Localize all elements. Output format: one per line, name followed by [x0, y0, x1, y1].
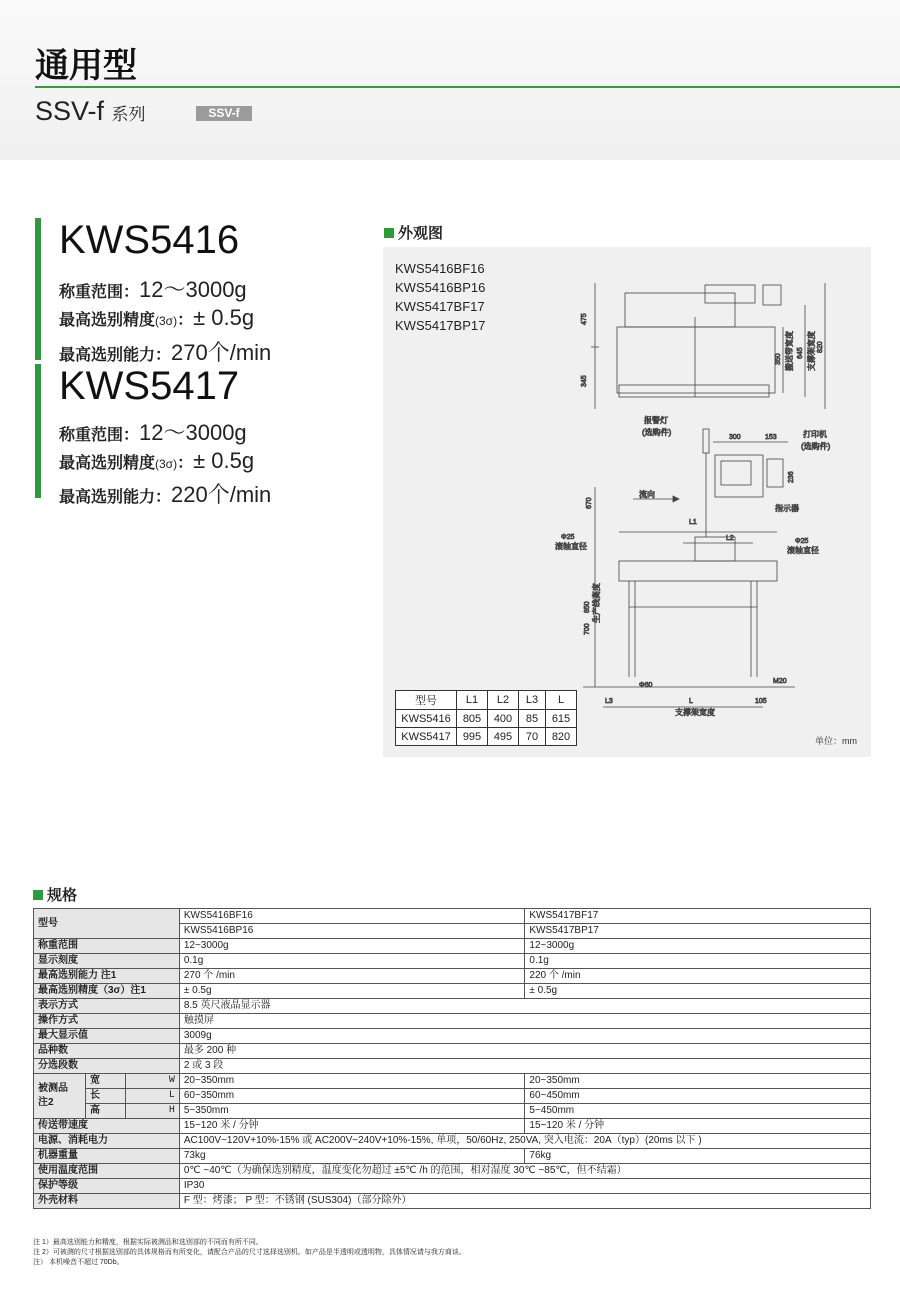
spec-row-label: 显示刻度 [34, 954, 180, 969]
side-conveyor [619, 561, 777, 581]
plan-indicator [705, 285, 755, 303]
printer-label: 打印机 [803, 430, 827, 439]
dim-105: 105 [755, 698, 767, 705]
table-row [34, 1149, 871, 1164]
table-cell: ± 0.5g [179, 984, 525, 999]
table-header-row [396, 691, 577, 710]
spec-row-label: 品种数 [34, 1044, 180, 1059]
dim-820: 820 [817, 341, 824, 353]
series-title [35, 96, 146, 127]
table-cell: 70 [519, 728, 546, 746]
table-header: L3 [519, 691, 546, 710]
table-cell: 12~3000g [525, 939, 871, 954]
table-cell: 270 个 /min [179, 969, 525, 984]
measured-label: 被测品 注2 [34, 1074, 86, 1119]
roller-diameter-left: 滚轴直径 [555, 542, 587, 551]
footnote: 注 1）最高选别能力和精度，根据实际被测品和选别部的不同而有所不同。 [33, 1239, 263, 1246]
dim-L: L [689, 698, 693, 705]
table-cell: 触摸屏 [179, 1014, 870, 1029]
table-cell: KWS5416 [396, 710, 457, 728]
table-cell: 85 [519, 710, 546, 728]
table-row [34, 1014, 871, 1029]
max-capacity: 最高选别能力：270个/min [59, 340, 272, 365]
spec-row-label: 称重范围 [34, 939, 180, 954]
table-cell: 820 [546, 728, 577, 746]
dim-153: 153 [765, 434, 777, 441]
table-cell: 20~350mm [525, 1074, 871, 1089]
dim-phi60: Φ60 [639, 682, 653, 689]
table-cell: 20~350mm [179, 1074, 525, 1089]
table-cell: 5~350mm [179, 1104, 525, 1119]
table-cell: 5~450mm [525, 1104, 871, 1119]
footnote: 注 2）可被测的尺寸根据选别部的具体规格而有所变化，请配合产品的尺寸选择选别机。如产品是半透明或透明物，具体情况请与我方商谈。 [33, 1249, 466, 1256]
alarm-label: 报警灯 [644, 416, 668, 425]
spec-row-label: 保护等级 [34, 1179, 180, 1194]
table-cell: ± 0.5g [525, 984, 871, 999]
spec-row-label: 使用温度范围 [34, 1164, 180, 1179]
table-row [34, 1164, 871, 1179]
spec-table [33, 908, 871, 1209]
section-marker-icon [384, 228, 394, 238]
unit-label: 单位：mm [815, 736, 857, 746]
table-cell: KWS5417 [396, 728, 457, 746]
spec-row-label: 最高选别精度（3σ）注1 [34, 984, 180, 999]
table-row [34, 999, 871, 1014]
table-row [396, 728, 577, 746]
drawing-model: KWS5417BF17 [395, 299, 485, 314]
table-cell: 615 [546, 710, 577, 728]
dim-700: 700 [584, 623, 591, 635]
page-title: 通用型 [35, 47, 137, 85]
table-row [396, 710, 577, 728]
table-row [34, 1179, 871, 1194]
page-header [0, 0, 900, 160]
side-alarm-lamp [703, 429, 709, 453]
dim-350: 350 [775, 353, 782, 365]
dim-645: 645 [797, 347, 804, 359]
printer-optional: (选购件) [801, 442, 831, 451]
table-cell: KWS5417BP17 [525, 924, 871, 939]
table-row [34, 1074, 871, 1089]
table-row [34, 1089, 871, 1104]
table-cell: KWS5416BF16 [179, 909, 525, 924]
table-cell: 73kg [179, 1149, 525, 1164]
table-row [34, 939, 871, 954]
support-width-label: 支撑架宽度 [675, 708, 715, 717]
measured-dim-name: 宽 [85, 1074, 125, 1089]
table-header: L2 [488, 691, 519, 710]
spec-section-title: 规格 [33, 884, 77, 905]
max-capacity: 最高选别能力：220个/min [59, 482, 272, 507]
table-cell: IP30 [179, 1179, 870, 1194]
table-cell: AC100V~120V+10%-15% 或 AC200V~240V+10%-15%, 单项，50/60Hz, 250VA, 突入电流：20A（typ）(20ms 以下 ) [179, 1134, 870, 1149]
dim-L3: L3 [605, 698, 613, 705]
measured-axis: W [125, 1074, 179, 1089]
table-row [34, 984, 871, 999]
max-accuracy: 最高选别精度(3σ)：± 0.5g [59, 305, 255, 330]
dim-L2: L2 [726, 535, 734, 542]
section-marker-icon [33, 890, 43, 900]
footnote: 注） 本机噪音不超过 70Db。 [33, 1259, 124, 1266]
dim-m20: M20 [773, 678, 787, 685]
dim-850: 850 [584, 601, 591, 613]
series-name: SSV-f [35, 96, 105, 126]
dim-L1: L1 [689, 519, 697, 526]
table-cell: 0.1g [525, 954, 871, 969]
table-cell: 3009g [179, 1029, 870, 1044]
table-cell: 12~3000g [179, 939, 525, 954]
model-accent-bar [35, 218, 41, 360]
measured-axis: L [125, 1089, 179, 1104]
weighing-range: 称重范围：12〜3000g [59, 420, 247, 445]
dim-670: 670 [586, 497, 593, 509]
spec-row-label: 外壳材料 [34, 1194, 180, 1209]
table-row [34, 1134, 871, 1149]
roller-diameter-right: 滚轴直径 [787, 546, 819, 555]
drawing-model: KWS5416BP16 [395, 280, 486, 295]
footnotes [33, 1238, 466, 1268]
support-width-vertical-label: 支撑架宽度 [807, 331, 816, 371]
spec-row-label: 操作方式 [34, 1014, 180, 1029]
spec-row-label: 表示方式 [34, 999, 180, 1014]
series-tag: SSV-f [196, 106, 252, 121]
table-cell: 0℃ ~40℃（为确保选别精度，温度变化勿超过 ±5℃ /h 的范围，相对湿度 30℃ ~85℃，但不结霜） [179, 1164, 870, 1179]
table-header: L1 [457, 691, 488, 710]
table-cell: 60~350mm [179, 1089, 525, 1104]
conveyor-width-label: 搬送带宽度 [785, 331, 794, 371]
weighing-range: 称重范围：12〜3000g [59, 277, 247, 302]
table-row [34, 1029, 871, 1044]
table-cell: 0.1g [179, 954, 525, 969]
spec-row-label: 传送带速度 [34, 1119, 180, 1134]
indicator-label: 指示器 [775, 504, 799, 513]
side-printer [767, 459, 783, 487]
table-cell: 220 个 /min [525, 969, 871, 984]
table-cell: 2 或 3 段 [179, 1059, 870, 1074]
plan-frame [625, 293, 735, 327]
table-cell: 8.5 英尺液晶显示器 [179, 999, 870, 1014]
spec-rows-upper [34, 939, 871, 1074]
title-divider [35, 86, 900, 88]
table-cell: 60~450mm [525, 1089, 871, 1104]
dim-phi25-right: Φ25 [795, 538, 809, 545]
measured-dim-name: 长 [85, 1089, 125, 1104]
max-accuracy: 最高选别精度(3σ)：± 0.5g [59, 448, 255, 473]
flow-arrow-head [673, 496, 679, 502]
dim-475: 475 [581, 313, 588, 325]
dim-236: 236 [788, 471, 795, 483]
table-row [34, 1104, 871, 1119]
model-label: 型号 [34, 909, 180, 939]
plan-rollers [619, 385, 769, 397]
model-name: KWS5416 [59, 218, 240, 262]
table-cell: 15~120 米 / 分钟 [179, 1119, 525, 1134]
table-cell: 805 [457, 710, 488, 728]
table-row [34, 954, 871, 969]
measured-axis: H [125, 1104, 179, 1119]
drawing-model: KWS5417BP17 [395, 318, 486, 333]
spec-row-label: 电源、消耗电力 [34, 1134, 180, 1149]
alarm-optional: (选购件) [642, 428, 672, 437]
appearance-drawing [383, 247, 871, 757]
drawing-model: KWS5416BF16 [395, 261, 485, 276]
table-cell: 400 [488, 710, 519, 728]
spec-rows-lower [34, 1119, 871, 1209]
dim-phi25-left: Φ25 [561, 534, 575, 541]
model-accent-bar [35, 364, 41, 498]
table-cell: 15~120 米 / 分钟 [525, 1119, 871, 1134]
table-cell: KWS5417BF17 [525, 909, 871, 924]
table-row [34, 1044, 871, 1059]
table-row [34, 909, 871, 924]
table-header: L [546, 691, 577, 710]
series-suffix: 系列 [111, 105, 146, 124]
table-cell: KWS5416BP16 [179, 924, 525, 939]
dim-300: 300 [729, 434, 741, 441]
table-cell: 76kg [525, 1149, 871, 1164]
table-row [34, 1059, 871, 1074]
appearance-section-title: 外观图 [384, 222, 443, 243]
table-header: 型号 [396, 691, 457, 710]
dimension-table [395, 690, 577, 746]
side-screen [721, 461, 751, 485]
table-cell: F 型：烤漆； P 型：不锈钢 (SUS304)（部分除外） [179, 1194, 870, 1209]
plan-printer [763, 285, 781, 305]
machine-schematic [383, 247, 871, 757]
spec-row-label: 机器重量 [34, 1149, 180, 1164]
spec-row-label: 分选段数 [34, 1059, 180, 1074]
table-row [34, 1194, 871, 1209]
plan-conveyor-outline [617, 327, 775, 393]
measured-dim-name: 高 [85, 1104, 125, 1119]
table-cell: 995 [457, 728, 488, 746]
dim-345: 345 [581, 375, 588, 387]
flow-label: 流向 [639, 490, 655, 499]
spec-row-label: 最大显示值 [34, 1029, 180, 1044]
model-name: KWS5417 [59, 364, 240, 408]
table-cell: 495 [488, 728, 519, 746]
table-row [34, 1119, 871, 1134]
table-cell: 最多 200 种 [179, 1044, 870, 1059]
line-height-label: 生产线高度 [592, 583, 601, 623]
spec-row-label: 最高选别能力 注1 [34, 969, 180, 984]
table-row [34, 969, 871, 984]
